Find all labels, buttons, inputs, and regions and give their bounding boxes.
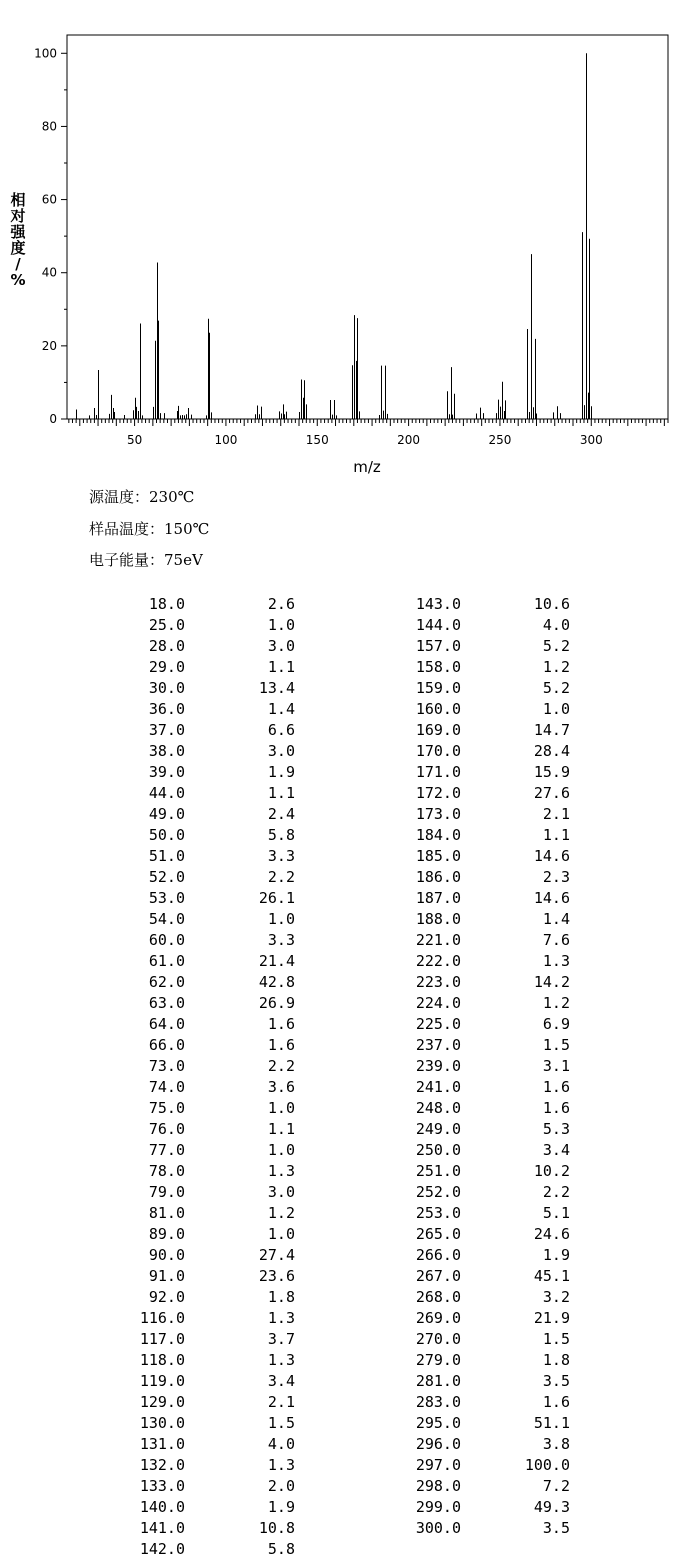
peak-intensity: 2.4: [267, 805, 295, 823]
peak-mz: 266.0: [415, 1246, 461, 1264]
peak-table-row: [0, 1392, 696, 1413]
peak-intensity: 2.1: [542, 805, 570, 823]
peak-intensity: 5.8: [267, 826, 295, 844]
peak-intensity: 3.0: [267, 742, 295, 760]
peak-mz: 129.0: [139, 1393, 185, 1411]
peak-table-row: [0, 1140, 696, 1161]
peak-mz: 54.0: [148, 910, 185, 928]
peak-intensity: 1.1: [267, 1120, 295, 1138]
peak-mz: 159.0: [415, 679, 461, 697]
condition-value: 150℃: [164, 520, 210, 538]
peak-table-row: [0, 972, 696, 993]
peak-mz: 184.0: [415, 826, 461, 844]
peak-intensity: 24.6: [533, 1225, 570, 1243]
peak-mz: 142.0: [139, 1540, 185, 1558]
peak-mz: 187.0: [415, 889, 461, 907]
peak-intensity: 45.1: [533, 1267, 570, 1285]
peak-table-row: [0, 888, 696, 909]
peak-mz: 222.0: [415, 952, 461, 970]
peak-intensity: 1.0: [267, 1099, 295, 1117]
peak-intensity: 2.2: [267, 868, 295, 886]
peak-intensity: 1.4: [267, 700, 295, 718]
peak-table-row: [0, 1350, 696, 1371]
peak-mz: 296.0: [415, 1435, 461, 1453]
peak-mz: 52.0: [148, 868, 185, 886]
peak-mz: 185.0: [415, 847, 461, 865]
peak-intensity: 100.0: [524, 1456, 570, 1474]
peak-intensity: 14.2: [533, 973, 570, 991]
peak-intensity: 14.6: [533, 889, 570, 907]
peak-intensity: 14.6: [533, 847, 570, 865]
peak-intensity: 23.6: [258, 1267, 295, 1285]
peak-mz: 73.0: [148, 1057, 185, 1075]
peak-intensity: 1.0: [267, 910, 295, 928]
peak-mz: 90.0: [148, 1246, 185, 1264]
peak-intensity: 2.2: [542, 1183, 570, 1201]
peak-mz: 81.0: [148, 1204, 185, 1222]
peak-table-row: [0, 1182, 696, 1203]
peak-mz: 269.0: [415, 1309, 461, 1327]
peak-mz: 250.0: [415, 1141, 461, 1159]
peak-intensity: 3.3: [267, 931, 295, 949]
peak-intensity: 51.1: [533, 1414, 570, 1432]
peak-intensity: 3.2: [542, 1288, 570, 1306]
peak-mz: 225.0: [415, 1015, 461, 1033]
peak-mz: 140.0: [139, 1498, 185, 1516]
peak-intensity: 1.2: [542, 658, 570, 676]
peak-table-row: [0, 783, 696, 804]
peak-mz: 157.0: [415, 637, 461, 655]
peak-intensity: 49.3: [533, 1498, 570, 1516]
peak-mz: 118.0: [139, 1351, 185, 1369]
peak-mz: 252.0: [415, 1183, 461, 1201]
peak-table-row: [0, 1308, 696, 1329]
peak-table-row: [0, 1476, 696, 1497]
peak-mz: 224.0: [415, 994, 461, 1012]
peak-table-row: [0, 1077, 696, 1098]
y-label-char: 相: [10, 191, 26, 209]
peak-mz: 116.0: [139, 1309, 185, 1327]
peak-intensity: 5.2: [542, 679, 570, 697]
mass-spectrum-chart: [0, 0, 696, 480]
peak-mz: 91.0: [148, 1267, 185, 1285]
peak-mz: 297.0: [415, 1456, 461, 1474]
peak-mz: 28.0: [148, 637, 185, 655]
peak-intensity: 1.1: [542, 826, 570, 844]
y-axis-label: [9, 191, 26, 289]
peak-mz: 62.0: [148, 973, 185, 991]
peak-mz: 77.0: [148, 1141, 185, 1159]
peak-intensity: 1.6: [542, 1099, 570, 1117]
peak-mz: 223.0: [415, 973, 461, 991]
condition-label: 样品温度：: [89, 520, 165, 538]
peak-mz: 299.0: [415, 1498, 461, 1516]
peak-intensity: 26.9: [258, 994, 295, 1012]
condition-value: 230℃: [149, 488, 195, 506]
peak-intensity: 2.6: [267, 595, 295, 613]
peak-mz: 173.0: [415, 805, 461, 823]
peak-mz: 267.0: [415, 1267, 461, 1285]
peak-table-row: [0, 741, 696, 762]
peak-mz: 117.0: [139, 1330, 185, 1348]
y-label-char: /: [15, 255, 21, 273]
condition-sample-temperature: [89, 519, 209, 539]
peak-mz: 188.0: [415, 910, 461, 928]
peak-table-row: [0, 1266, 696, 1287]
peak-intensity: 1.2: [267, 1204, 295, 1222]
peak-intensity: 3.7: [267, 1330, 295, 1348]
peak-mz: 25.0: [148, 616, 185, 634]
peak-intensity: 1.5: [542, 1330, 570, 1348]
peak-intensity: 1.3: [542, 952, 570, 970]
peak-mz: 37.0: [148, 721, 185, 739]
peak-intensity: 4.0: [542, 616, 570, 634]
peak-table-row: [0, 1224, 696, 1245]
condition-value: 75eV: [164, 551, 203, 569]
peak-mz: 36.0: [148, 700, 185, 718]
peak-intensity: 1.0: [267, 616, 295, 634]
peak-intensity: 3.6: [267, 1078, 295, 1096]
peak-mz: 64.0: [148, 1015, 185, 1033]
peak-table-row: [0, 594, 696, 615]
peak-table-row: [0, 1014, 696, 1035]
peak-intensity: 3.4: [267, 1372, 295, 1390]
condition-source-temperature: [89, 487, 194, 507]
peak-intensity: 3.8: [542, 1435, 570, 1453]
peak-intensity: 2.0: [267, 1477, 295, 1495]
peak-table-row: [0, 867, 696, 888]
peak-intensity: 1.9: [267, 1498, 295, 1516]
peak-table-row: [0, 1098, 696, 1119]
peak-mz: 30.0: [148, 679, 185, 697]
peak-mz: 75.0: [148, 1099, 185, 1117]
x-axis-label: m/z: [353, 458, 381, 476]
peak-mz: 74.0: [148, 1078, 185, 1096]
peak-table-row: [0, 1413, 696, 1434]
peak-mz: 295.0: [415, 1414, 461, 1432]
peak-intensity: 6.6: [267, 721, 295, 739]
peak-intensity: 2.3: [542, 868, 570, 886]
peak-intensity: 13.4: [258, 679, 295, 697]
peak-intensity: 1.0: [267, 1225, 295, 1243]
peak-mz: 130.0: [139, 1414, 185, 1432]
peak-table-row: [0, 804, 696, 825]
peak-intensity: 21.4: [258, 952, 295, 970]
y-tick-label: 60: [41, 192, 57, 207]
x-tick-label: 300: [579, 433, 603, 447]
peak-mz: 89.0: [148, 1225, 185, 1243]
peak-table-row: [0, 930, 696, 951]
y-label-char: 强: [10, 223, 26, 241]
peak-mz: 44.0: [148, 784, 185, 802]
peak-intensity: 3.1: [542, 1057, 570, 1075]
peak-intensity: 1.3: [267, 1351, 295, 1369]
peak-mz: 169.0: [415, 721, 461, 739]
peak-intensity: 3.0: [267, 1183, 295, 1201]
peak-mz: 298.0: [415, 1477, 461, 1495]
peak-intensity: 1.0: [542, 700, 570, 718]
x-axis: [69, 419, 668, 447]
peak-intensity: 5.2: [542, 637, 570, 655]
peak-intensity: 3.3: [267, 847, 295, 865]
peak-mz: 132.0: [139, 1456, 185, 1474]
peak-table-row: [0, 1539, 696, 1560]
peak-intensity: 1.8: [267, 1288, 295, 1306]
peak-intensity: 5.3: [542, 1120, 570, 1138]
peak-table-row: [0, 1119, 696, 1140]
peak-mz: 92.0: [148, 1288, 185, 1306]
peak-intensity: 26.1: [258, 889, 295, 907]
peak-intensity: 3.0: [267, 637, 295, 655]
x-tick-label: 50: [126, 433, 143, 447]
peak-table-row: [0, 993, 696, 1014]
peak-mz: 281.0: [415, 1372, 461, 1390]
peak-mz: 248.0: [415, 1099, 461, 1117]
peak-intensity: 6.9: [542, 1015, 570, 1033]
peak-intensity: 2.2: [267, 1057, 295, 1075]
peak-intensity: 5.1: [542, 1204, 570, 1222]
peak-mz: 119.0: [139, 1372, 185, 1390]
peak-mz: 39.0: [148, 763, 185, 781]
x-tick-label: 250: [488, 433, 512, 447]
peak-intensity: 1.5: [542, 1036, 570, 1054]
peak-table-row: [0, 1518, 696, 1539]
peak-mz: 265.0: [415, 1225, 461, 1243]
x-tick-label: 100: [214, 433, 238, 447]
peak-table-row: [0, 1329, 696, 1350]
peak-intensity: 1.1: [267, 658, 295, 676]
peak-intensity: 1.9: [267, 763, 295, 781]
peak-table-row: [0, 1371, 696, 1392]
peak-intensity: 27.4: [258, 1246, 295, 1264]
peak-mz: 76.0: [148, 1120, 185, 1138]
peak-mz: 239.0: [415, 1057, 461, 1075]
peak-mz: 66.0: [148, 1036, 185, 1054]
peak-intensity: 1.0: [267, 1141, 295, 1159]
peak-intensity: 21.9: [533, 1309, 570, 1327]
peak-table-row: [0, 909, 696, 930]
peak-table-row: [0, 1056, 696, 1077]
y-tick-label: 20: [41, 338, 57, 353]
y-tick-label: 80: [41, 119, 57, 134]
peak-intensity: 4.0: [267, 1435, 295, 1453]
peak-intensity: 1.3: [267, 1456, 295, 1474]
y-tick-label: 100: [34, 46, 57, 61]
peak-table-row: [0, 951, 696, 972]
y-tick-label: 40: [41, 265, 57, 280]
peak-mz: 18.0: [148, 595, 185, 613]
peak-intensity: 3.5: [542, 1372, 570, 1390]
peak-mz: 60.0: [148, 931, 185, 949]
peak-intensity: 10.6: [533, 595, 570, 613]
peak-table-row: [0, 1287, 696, 1308]
peak-table-row: [0, 615, 696, 636]
peak-table-row: [0, 657, 696, 678]
peak-mz: 171.0: [415, 763, 461, 781]
peak-mz: 133.0: [139, 1477, 185, 1495]
peak-table-row: [0, 678, 696, 699]
peak-intensity: 7.6: [542, 931, 570, 949]
peak-intensity: 3.4: [542, 1141, 570, 1159]
peak-table-row: [0, 699, 696, 720]
peak-intensity: 1.4: [542, 910, 570, 928]
peak-mz: 300.0: [415, 1519, 461, 1537]
peak-intensity: 3.5: [542, 1519, 570, 1537]
peak-table-row: [0, 1203, 696, 1224]
condition-electron-energy: [89, 550, 203, 570]
peak-mz: 283.0: [415, 1393, 461, 1411]
peak-mz: 61.0: [148, 952, 185, 970]
peak-mz: 270.0: [415, 1330, 461, 1348]
peak-mz: 63.0: [148, 994, 185, 1012]
y-axis: [34, 46, 67, 426]
peak-mz: 241.0: [415, 1078, 461, 1096]
peak-intensity: 7.2: [542, 1477, 570, 1495]
peak-mz: 29.0: [148, 658, 185, 676]
peak-mz: 172.0: [415, 784, 461, 802]
peak-mz: 38.0: [148, 742, 185, 760]
peak-intensity: 1.6: [267, 1015, 295, 1033]
peak-intensity: 1.6: [267, 1036, 295, 1054]
x-tick-label: 150: [305, 433, 329, 447]
peak-mz: 49.0: [148, 805, 185, 823]
peak-mz: 158.0: [415, 658, 461, 676]
peak-intensity: 5.8: [267, 1540, 295, 1558]
peak-mz: 160.0: [415, 700, 461, 718]
peak-intensity: 1.6: [542, 1393, 570, 1411]
condition-label: 电子能量：: [89, 551, 165, 569]
peak-intensity: 42.8: [258, 973, 295, 991]
peak-table-row: [0, 1434, 696, 1455]
peak-mz: 79.0: [148, 1183, 185, 1201]
peak-intensity: 14.7: [533, 721, 570, 739]
peak-mz: 279.0: [415, 1351, 461, 1369]
peak-mz: 131.0: [139, 1435, 185, 1453]
peak-intensity: 10.2: [533, 1162, 570, 1180]
peak-mz: 144.0: [415, 616, 461, 634]
y-label-char: 度: [10, 239, 26, 257]
peak-mz: 170.0: [415, 742, 461, 760]
peak-table-row: [0, 636, 696, 657]
peak-table-row: [0, 846, 696, 867]
peak-intensity: 1.6: [542, 1078, 570, 1096]
peak-intensity: 1.9: [542, 1246, 570, 1264]
peak-mz: 237.0: [415, 1036, 461, 1054]
peak-table-row: [0, 1455, 696, 1476]
peak-mz: 78.0: [148, 1162, 185, 1180]
peak-mz: 51.0: [148, 847, 185, 865]
peak-intensity: 27.6: [533, 784, 570, 802]
y-label-char: %: [10, 271, 26, 289]
peak-mz: 249.0: [415, 1120, 461, 1138]
peak-table-row: [0, 762, 696, 783]
peak-bars: [77, 53, 592, 419]
peak-mz: 186.0: [415, 868, 461, 886]
peak-table-row: [0, 1245, 696, 1266]
peak-mz: 143.0: [415, 595, 461, 613]
x-tick-label: 200: [397, 433, 421, 447]
peak-intensity: 1.1: [267, 784, 295, 802]
peak-table-row: [0, 720, 696, 741]
peak-table-row: [0, 1497, 696, 1518]
y-label-char: 对: [10, 207, 26, 225]
peak-mz: 253.0: [415, 1204, 461, 1222]
peak-mz: 221.0: [415, 931, 461, 949]
peak-intensity: 28.4: [533, 742, 570, 760]
peak-table-row: [0, 1035, 696, 1056]
peak-intensity: 1.3: [267, 1162, 295, 1180]
peak-table-row: [0, 825, 696, 846]
peak-table-row: [0, 1161, 696, 1182]
peak-intensity: 1.8: [542, 1351, 570, 1369]
peak-mz: 53.0: [148, 889, 185, 907]
peak-intensity: 1.3: [267, 1309, 295, 1327]
peak-intensity: 1.2: [542, 994, 570, 1012]
peak-intensity: 2.1: [267, 1393, 295, 1411]
y-tick-label: 0: [49, 412, 57, 426]
peak-mz: 50.0: [148, 826, 185, 844]
peak-intensity: 1.5: [267, 1414, 295, 1432]
peak-intensity: 15.9: [533, 763, 570, 781]
peak-mz: 141.0: [139, 1519, 185, 1537]
peak-intensity: 10.8: [258, 1519, 295, 1537]
peak-mz: 268.0: [415, 1288, 461, 1306]
peak-mz: 251.0: [415, 1162, 461, 1180]
condition-label: 源温度：: [89, 488, 150, 506]
